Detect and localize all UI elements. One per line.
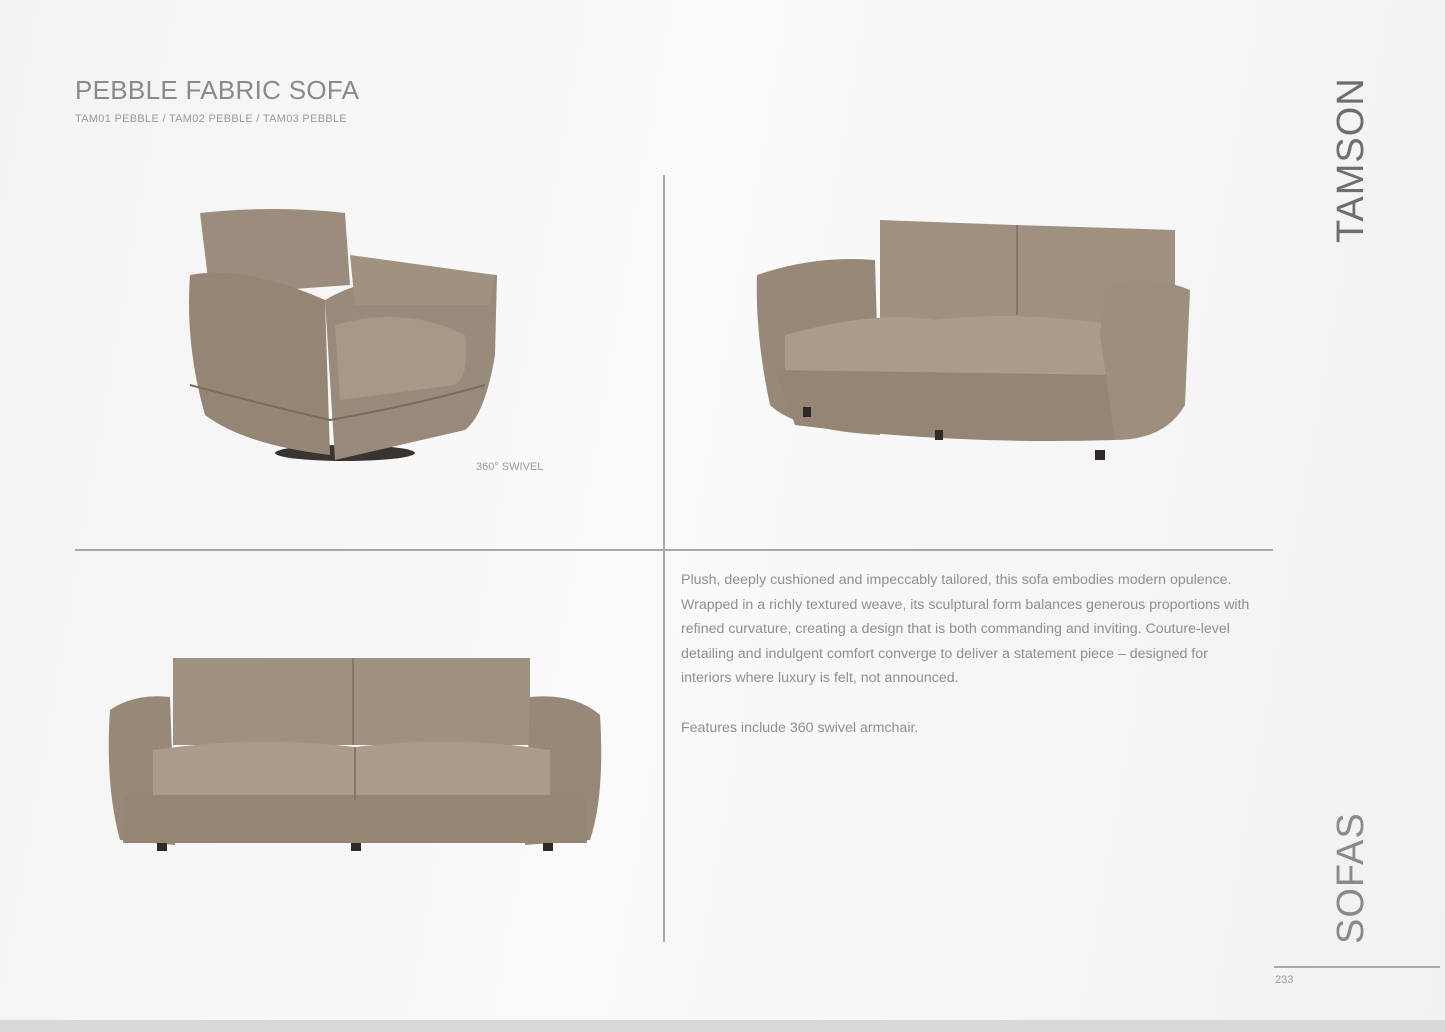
loveseat-image — [755, 215, 1195, 465]
armchair-image — [185, 205, 505, 470]
category-label: SOFAS — [1330, 812, 1372, 944]
page-title: PEBBLE FABRIC SOFA — [75, 75, 360, 105]
page-number-rule — [1274, 966, 1440, 968]
horizontal-divider — [75, 549, 1273, 551]
sofa-image — [105, 655, 605, 855]
features-paragraph: Features include 360 swivel armchair. — [681, 719, 919, 736]
brand-label: TAMSON — [1330, 77, 1372, 243]
product-codes: TAM01 PEBBLE / TAM02 PEBBLE / TAM03 PEBBLE — [75, 113, 348, 125]
vertical-divider — [663, 175, 665, 942]
product-description — [681, 568, 1261, 765]
page-number: 233 — [1275, 974, 1294, 986]
description-paragraph: Plush, deeply cushioned and impeccably tailored, this sofa embodies modern opulence. Wrapped in a richly textured weave, its sculptural form balances generous proportions with refined curvature, creating a design that is both commanding and inviting. Couture-level detailing and indulgent comfort converge to deliver a statement piece – designed for interiors where luxury is felt, not announced. — [681, 572, 1250, 687]
armchair-caption: 360° SWIVEL — [476, 461, 544, 473]
viewer-bottom-edge — [0, 1020, 1445, 1032]
